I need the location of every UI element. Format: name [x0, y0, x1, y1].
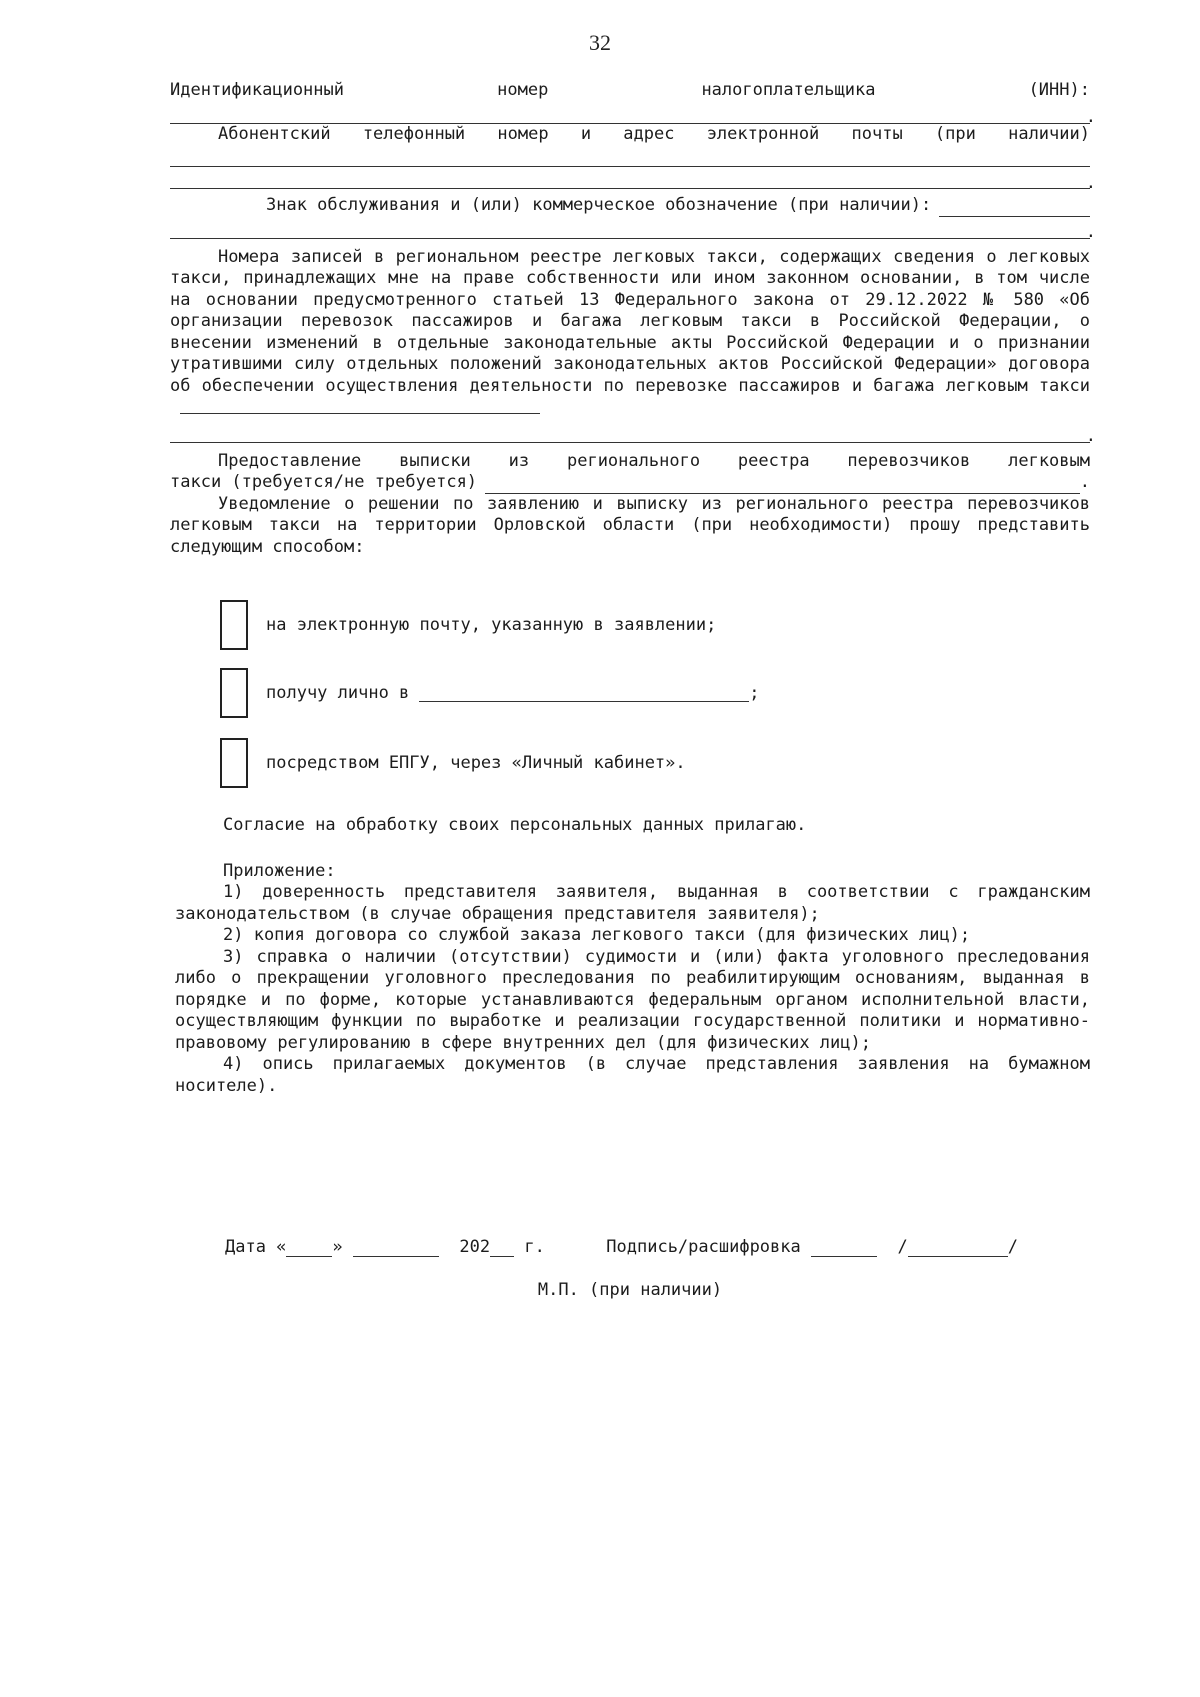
- appendix-item-2: 2) копия договора со службой заказа легкового такси (для физических лиц);: [223, 925, 971, 945]
- appendix-item-4: 4) опись прилагаемых документов (в случае представления заявления на бумажном носителе).: [175, 1054, 1090, 1096]
- extract-label-2: такси (требуется/не требуется): [170, 472, 478, 492]
- phone-label: Абонентский телефонный номер и адрес электронной почты (при наличии): [218, 123, 1090, 144]
- option-personal-suffix: ;: [749, 683, 760, 703]
- appendix-item-1: 1) доверенность представителя заявителя, выданная в соответствии с гражданским законодательством (в случае обращения представителя заявителя);: [175, 882, 1090, 924]
- date-day-field[interactable]: [286, 1240, 332, 1257]
- inn-word-1: Идентификационный: [170, 80, 344, 100]
- brand-field[interactable]: [939, 199, 1090, 217]
- inn-word-4: (ИНН):: [1028, 80, 1090, 100]
- registry-text: Номера записей в региональном реестре легковых такси, содержащих сведения о легковых такси, принадлежащих мне на праве собственности или ином законном основании, в том числе на основании предусмотренного статьей 13 Федерального закона от 29.12.2022 № 580 «Об организации перевозок пассажиров и багажа легковым такси в Российской Федерации, о внесении изменений в отдельные законодательные акты Российской Федерации и о признании утратившими силу отдельных положений законодательных актов Российской Федерации» договора об обеспечении осуществления деятельности по перевозке пассажиров и багажа легковым такси: [170, 247, 1090, 421]
- registry-field[interactable]: [180, 397, 540, 414]
- name-decode-field[interactable]: [908, 1240, 1008, 1257]
- signature-row: [225, 1237, 1095, 1257]
- phone-field-line-2[interactable]: .: [170, 167, 1090, 189]
- date-label: Дата «: [225, 1237, 287, 1257]
- date-month-field[interactable]: [353, 1240, 439, 1257]
- extract-row: такси (требуется/не требуется) .: [170, 472, 1090, 492]
- inn-word-2: номер: [497, 80, 549, 100]
- appendix-title: Приложение:: [223, 860, 336, 881]
- date-close: »: [332, 1237, 343, 1257]
- date-year-field[interactable]: [490, 1240, 514, 1257]
- registry-field-line[interactable]: .: [170, 421, 1090, 443]
- appendix-item-3: 3) справка о наличии (отсутствии) судимости и (или) факта уголовного преследования либо о прекращении уголовного преследования по реабилитирующим основаниям, выданная в порядке и по форме, которые устанавливаются федеральным органом исполнительной власти, осуществляющим функции по выработке и реализации государственной политики и нормативно-правовому регулированию в сфере внутренних дел (для физических лиц);: [175, 946, 1090, 1053]
- inn-word-3: налогоплательщика: [701, 80, 876, 100]
- brand-field-line[interactable]: .: [170, 217, 1090, 239]
- option-personal-label: получу лично в: [266, 683, 410, 703]
- personal-location-field[interactable]: [419, 685, 749, 702]
- signature-label: Подпись/расшифровка: [606, 1237, 801, 1257]
- page-number: 32: [589, 30, 611, 55]
- option-epgu-label: посредством ЕПГУ, через «Личный кабинет».: [266, 753, 686, 773]
- notification-text: Уведомление о решении по заявлению и выписку из регионального реестра перевозчиков легковым такси на территории Орловской области (при необходимости) прошу представить следующим способом:: [170, 493, 1090, 557]
- lower-section: [175, 815, 1090, 1097]
- inn-label: [170, 80, 1090, 102]
- email-checkbox[interactable]: [220, 600, 248, 650]
- date-year-prefix: 202: [459, 1237, 491, 1257]
- slash-right: /: [1007, 1237, 1018, 1257]
- option-email-label: на электронную почту, указанную в заявлении;: [266, 615, 717, 635]
- phone-field-line-1[interactable]: [170, 145, 1090, 167]
- extract-label: Предоставление выписки из регионального реестра перевозчиков легковым: [218, 450, 1090, 471]
- consent-text: Согласие на обработку своих персональных данных прилагаю.: [223, 815, 807, 835]
- option-personal[interactable]: [220, 668, 760, 718]
- slash-left: /: [897, 1237, 908, 1257]
- option-email[interactable]: [220, 600, 716, 650]
- personal-checkbox[interactable]: [220, 668, 248, 718]
- extract-field[interactable]: [485, 476, 1080, 494]
- inn-field[interactable]: .: [170, 102, 1090, 124]
- brand-row: [170, 195, 1090, 217]
- date-year-suffix: г.: [524, 1237, 545, 1257]
- epgu-checkbox[interactable]: [220, 738, 248, 788]
- stamp-label: М.П. (при наличии): [537, 1280, 723, 1300]
- form-body: [170, 80, 1096, 558]
- signature-field[interactable]: [811, 1240, 877, 1257]
- option-epgu[interactable]: [220, 738, 686, 788]
- brand-label: Знак обслуживания и (или) коммерческое обозначение (при наличии):: [266, 195, 932, 215]
